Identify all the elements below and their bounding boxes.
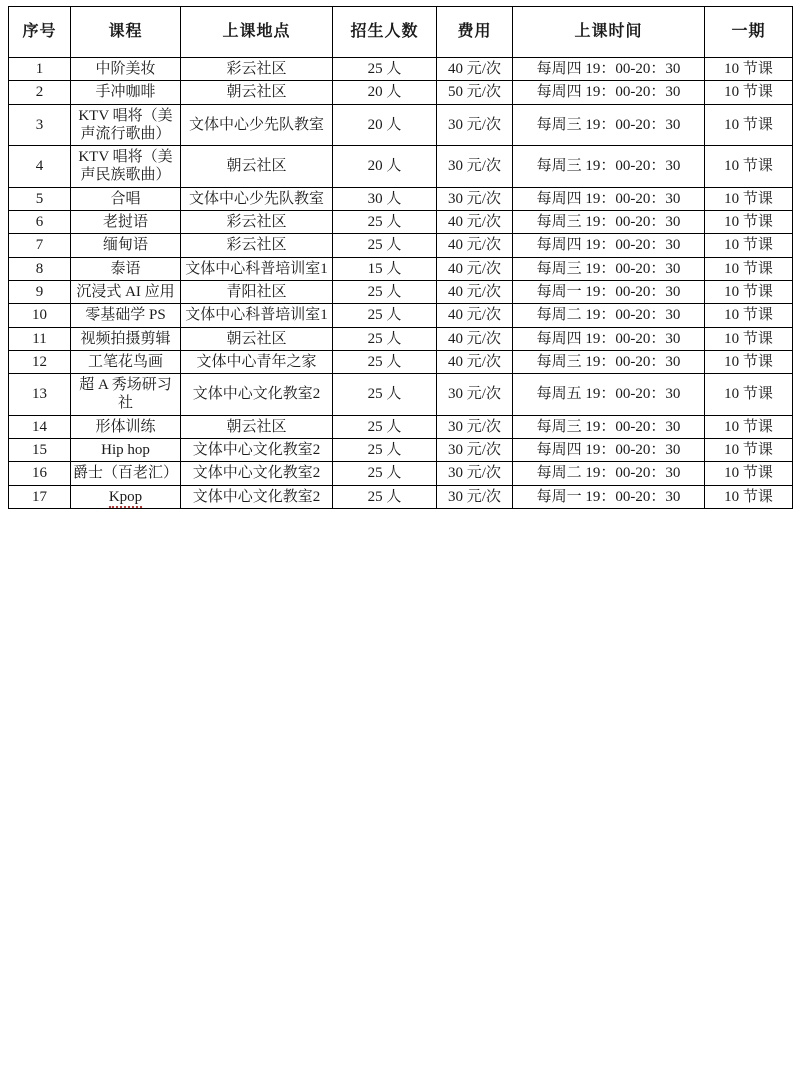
cell-location: 文体中心科普培训室1 [181,257,333,280]
cell-index: 12 [9,350,71,373]
cell-course-name: 形体训练 [71,415,181,438]
cell-course-name: 视频拍摄剪辑 [71,327,181,350]
cell-term: 10 节课 [705,485,793,508]
column-header-course: 课程 [71,7,181,58]
cell-course-name: 老挝语 [71,211,181,234]
cell-course-name: 手冲咖啡 [71,81,181,104]
cell-term: 10 节课 [705,304,793,327]
cell-term: 10 节课 [705,81,793,104]
cell-term: 10 节课 [705,146,793,188]
cell-location: 文体中心青年之家 [181,350,333,373]
cell-index: 11 [9,327,71,350]
column-header-location: 上课地点 [181,7,333,58]
cell-location: 朝云社区 [181,146,333,188]
cell-fee: 40 元/次 [437,280,513,303]
cell-course-name [71,485,181,508]
cell-course-name: 零基础学 PS [71,304,181,327]
course-table [8,6,793,509]
cell-course-name: 中阶美妆 [71,58,181,81]
cell-fee: 40 元/次 [437,234,513,257]
column-header-term: 一期 [705,7,793,58]
cell-capacity: 20 人 [333,104,437,146]
cell-course-name: 工笔花鸟画 [71,350,181,373]
table-row [9,257,793,280]
cell-capacity: 25 人 [333,280,437,303]
cell-time: 每周三 19：00-20：30 [513,104,705,146]
cell-index: 17 [9,485,71,508]
cell-capacity: 25 人 [333,327,437,350]
cell-course-name: 合唱 [71,187,181,210]
cell-time: 每周三 19：00-20：30 [513,350,705,373]
table-row [9,234,793,257]
cell-time: 每周一 19：00-20：30 [513,280,705,303]
cell-location: 朝云社区 [181,81,333,104]
cell-term: 10 节课 [705,415,793,438]
cell-term: 10 节课 [705,187,793,210]
cell-term: 10 节课 [705,350,793,373]
cell-term: 10 节课 [705,58,793,81]
column-header-index: 序号 [9,7,71,58]
table-row [9,374,793,416]
cell-fee: 40 元/次 [437,211,513,234]
cell-term: 10 节课 [705,104,793,146]
cell-time: 每周五 19：00-20：30 [513,374,705,416]
cell-term: 10 节课 [705,439,793,462]
table-row [9,104,793,146]
cell-capacity: 25 人 [333,439,437,462]
cell-index: 3 [9,104,71,146]
column-header-capacity: 招生人数 [333,7,437,58]
cell-location: 朝云社区 [181,327,333,350]
cell-location: 文体中心少先队教室 [181,104,333,146]
cell-capacity: 30 人 [333,187,437,210]
cell-course-name: KTV 唱将（美声民族歌曲） [71,146,181,188]
column-header-fee: 费用 [437,7,513,58]
cell-location: 彩云社区 [181,211,333,234]
table-row [9,187,793,210]
cell-course-name: Hip hop [71,439,181,462]
cell-capacity: 25 人 [333,234,437,257]
cell-fee: 50 元/次 [437,81,513,104]
cell-fee: 30 元/次 [437,187,513,210]
cell-location: 文体中心科普培训室1 [181,304,333,327]
cell-term: 10 节课 [705,280,793,303]
cell-capacity: 15 人 [333,257,437,280]
cell-fee: 30 元/次 [437,104,513,146]
cell-term: 10 节课 [705,211,793,234]
cell-term: 10 节课 [705,257,793,280]
cell-index: 7 [9,234,71,257]
cell-term: 10 节课 [705,462,793,485]
cell-index: 9 [9,280,71,303]
cell-location: 文体中心文化教室2 [181,485,333,508]
table-header [9,7,793,58]
cell-time: 每周一 19：00-20：30 [513,485,705,508]
cell-capacity: 25 人 [333,485,437,508]
cell-fee: 30 元/次 [437,462,513,485]
cell-term: 10 节课 [705,374,793,416]
cell-fee: 30 元/次 [437,374,513,416]
table-header-row [9,7,793,58]
cell-location: 青阳社区 [181,280,333,303]
cell-capacity: 20 人 [333,81,437,104]
cell-time: 每周四 19：00-20：30 [513,81,705,104]
cell-location: 彩云社区 [181,234,333,257]
table-row [9,415,793,438]
cell-fee: 30 元/次 [437,415,513,438]
cell-index: 4 [9,146,71,188]
cell-capacity: 25 人 [333,374,437,416]
cell-course-name: 缅甸语 [71,234,181,257]
cell-term: 10 节课 [705,234,793,257]
cell-capacity: 25 人 [333,415,437,438]
cell-course-name: 泰语 [71,257,181,280]
cell-index: 8 [9,257,71,280]
table-row [9,439,793,462]
table-body [9,58,793,509]
cell-course-name: KTV 唱将（美声流行歌曲） [71,104,181,146]
cell-fee: 40 元/次 [437,350,513,373]
column-header-time: 上课时间 [513,7,705,58]
cell-course-name: 爵士（百老汇） [71,462,181,485]
cell-time: 每周三 19：00-20：30 [513,415,705,438]
cell-location: 文体中心文化教室2 [181,462,333,485]
table-row [9,462,793,485]
cell-fee: 40 元/次 [437,304,513,327]
table-row [9,81,793,104]
cell-time: 每周四 19：00-20：30 [513,439,705,462]
cell-capacity: 25 人 [333,304,437,327]
cell-index: 10 [9,304,71,327]
cell-fee: 40 元/次 [437,327,513,350]
cell-fee: 40 元/次 [437,58,513,81]
cell-location: 朝云社区 [181,415,333,438]
cell-location: 文体中心文化教室2 [181,439,333,462]
cell-time: 每周三 19：00-20：30 [513,211,705,234]
table-row [9,327,793,350]
table-row [9,146,793,188]
cell-index: 6 [9,211,71,234]
cell-time: 每周二 19：00-20：30 [513,304,705,327]
table-row [9,304,793,327]
cell-capacity: 20 人 [333,146,437,188]
cell-index: 5 [9,187,71,210]
cell-index: 16 [9,462,71,485]
cell-index: 1 [9,58,71,81]
cell-fee: 30 元/次 [437,439,513,462]
cell-course-name: 沉浸式 AI 应用 [71,280,181,303]
cell-location: 文体中心文化教室2 [181,374,333,416]
cell-fee: 30 元/次 [437,485,513,508]
table-row [9,350,793,373]
cell-index: 13 [9,374,71,416]
cell-capacity: 25 人 [333,58,437,81]
cell-time: 每周四 19：00-20：30 [513,58,705,81]
table-row [9,485,793,508]
cell-time: 每周四 19：00-20：30 [513,187,705,210]
cell-index: 14 [9,415,71,438]
cell-location: 文体中心少先队教室 [181,187,333,210]
cell-time: 每周三 19：00-20：30 [513,257,705,280]
table-row [9,58,793,81]
cell-fee: 30 元/次 [437,146,513,188]
spellcheck-underline: Kpop [109,489,142,508]
cell-term: 10 节课 [705,327,793,350]
cell-time: 每周四 19：00-20：30 [513,234,705,257]
table-row [9,280,793,303]
cell-time: 每周三 19：00-20：30 [513,146,705,188]
cell-capacity: 25 人 [333,350,437,373]
cell-time: 每周四 19：00-20：30 [513,327,705,350]
cell-course-name: 超 A 秀场研习社 [71,374,181,416]
cell-fee: 40 元/次 [437,257,513,280]
cell-time: 每周二 19：00-20：30 [513,462,705,485]
cell-index: 15 [9,439,71,462]
table-row [9,211,793,234]
cell-capacity: 25 人 [333,211,437,234]
cell-index: 2 [9,81,71,104]
cell-capacity: 25 人 [333,462,437,485]
cell-location: 彩云社区 [181,58,333,81]
